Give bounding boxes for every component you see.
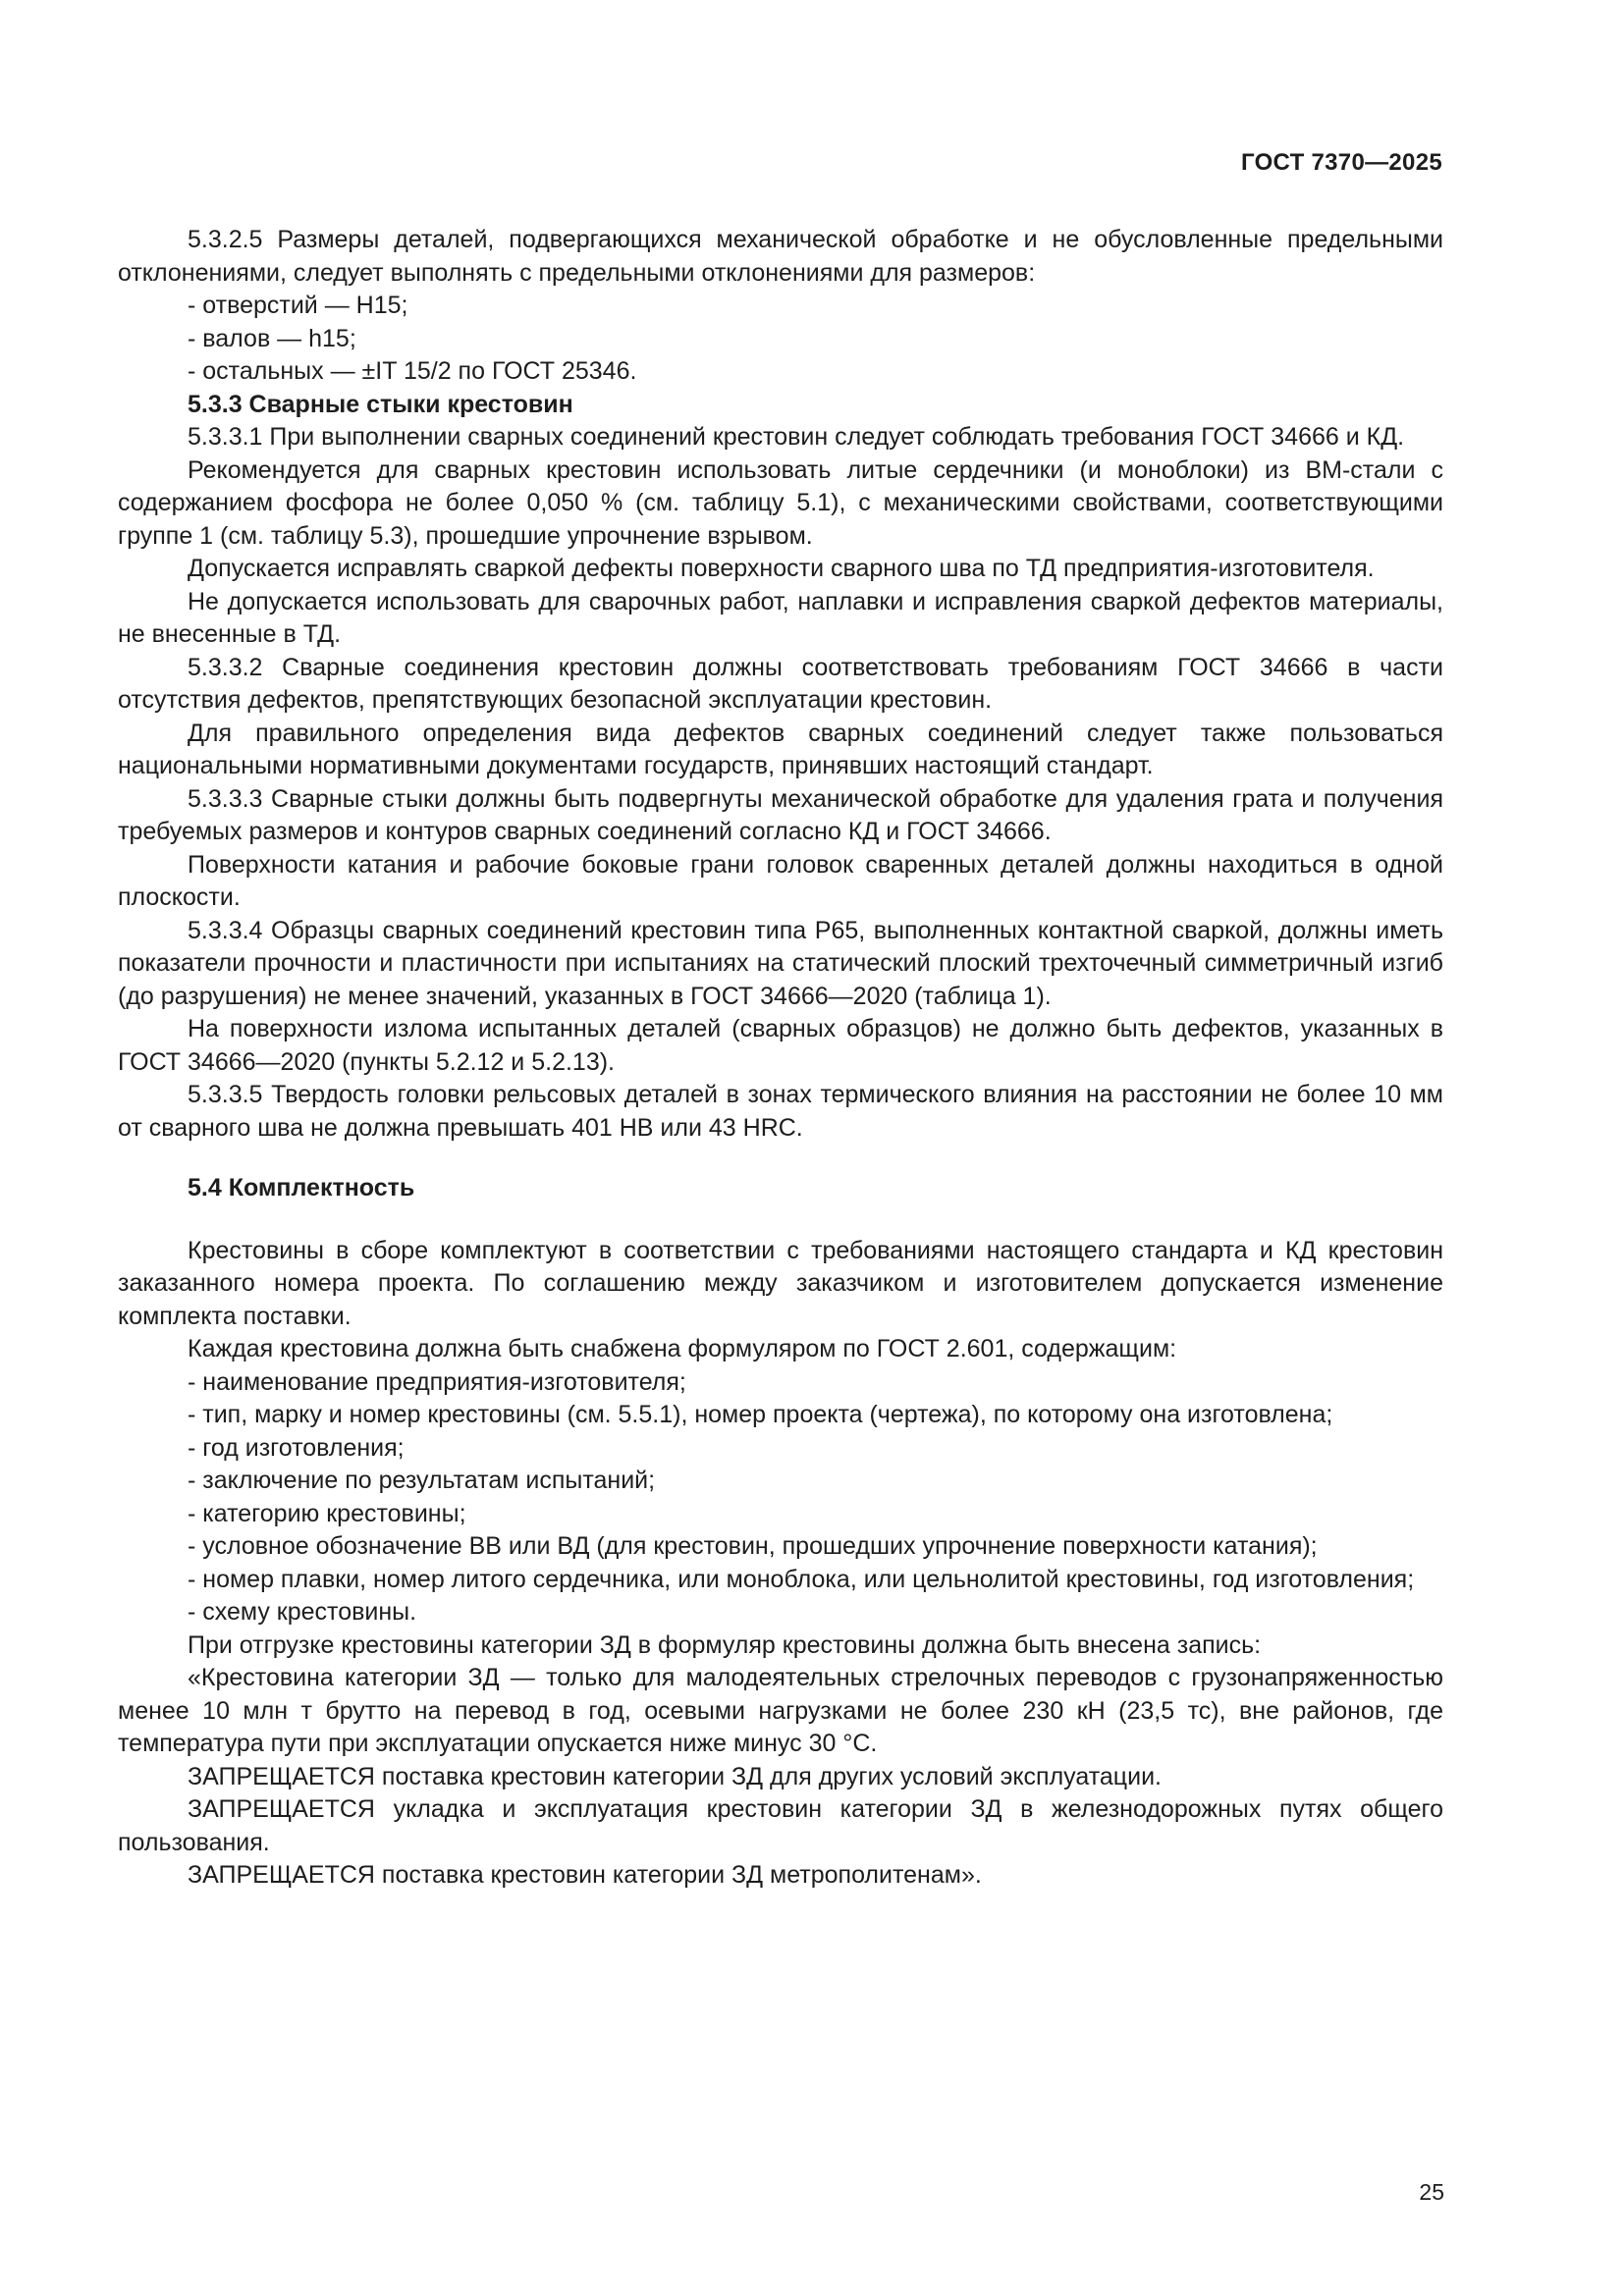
paragraph: Для правильного определения вида дефектов сварных соединений следует также пользоваться национальными нормативными документами государств, принявших настоящий стандарт. (118, 719, 1443, 779)
paragraph: При отгрузке крестовины категории ЗД в формуляр крестовины должна быть внесена запись: (188, 1630, 1262, 1659)
paragraph: Рекомендуется для сварных крестовин использовать литые сердечники (и моноблоки) из ВМ-стали с содержанием фосфора не более 0,050 % (см. таблицу 5.1), с механическими свойствами, соответствующими группе 1 (см. таблицу 5.3), прошедшие упрочнение взрывом. (118, 455, 1443, 550)
page-number: 25 (1419, 2179, 1444, 2205)
document-body (118, 224, 1443, 1893)
paragraph: Поверхности катания и рабочие боковые грани головок сваренных деталей должны находиться в одной плоскости. (118, 850, 1443, 911)
paragraph: Допускается исправлять сваркой дефекты поверхности сварного шва по ТД предприятия-изготовителя. (188, 555, 1375, 582)
paragraph-5-3-2-5: 5.3.2.5 Размеры деталей, подвергающихся механической обработке и не обусловленные предельными отклонениями, следует выполнять с предельными отклонениями для размеров: (118, 226, 1443, 287)
quoted-record: «Крестовина категории ЗД — только для малодеятельных стрелочных переводов с грузонапряженностью менее 10 млн т брутто на перевод в год, осевыми нагрузками не более 230 кН (23,5 тс), вне районов, где температура пути при эксплуатации опускается ниже минус 30 °С. (118, 1664, 1443, 1757)
paragraph: Каждая крестовина должна быть снабжена формуляром по ГОСТ 2.601, содержащим: (188, 1335, 1177, 1362)
document-header: ГОСТ 7370—2025 (1240, 149, 1442, 176)
list-item: - тип, марку и номер крестовины (см. 5.5.1), номер проекта (чертежа), по которому она изготовлена; (188, 1401, 1333, 1428)
list-item: - заключение по результатам испытаний; (188, 1467, 656, 1494)
section-heading-5-4: 5.4 Комплектность (188, 1174, 415, 1201)
list-item: - остальных — ±IT 15/2 по ГОСТ 25346. (188, 357, 637, 385)
paragraph: Крестовины в сборе комплектуют в соответствии с требованиями настоящего стандарта и КД крестовин заказанного номера проекта. По соглашению между заказчиком и изготовителем допускается изменение комплекта поставки. (118, 1236, 1443, 1330)
section-heading-5-3-3: 5.3.3 Сварные стыки крестовин (188, 390, 573, 418)
prohibition-paragraph: ЗАПРЕЩАЕТСЯ поставка крестовин категории ЗД для других условий эксплуатации. (188, 1762, 1163, 1790)
list-item: - отверстий — Н15; (188, 292, 408, 319)
list-item: - номер плавки, номер литого сердечника, или моноблока, или цельнолитой крестовины, год изготовления; (188, 1565, 1415, 1593)
paragraph-5-3-3-5: 5.3.3.5 Твердость головки рельсовых деталей в зонах термического влияния на расстоянии не более 10 мм от сварного шва не должна превышать 401 НВ или 43 HRC. (118, 1081, 1443, 1142)
list-item: - наименование предприятия-изготовителя; (188, 1367, 686, 1396)
paragraph-5-3-3-4: 5.3.3.4 Образцы сварных соединений крестовин типа Р65, выполненных контактной сваркой, должны иметь показатели прочности и пластичности при испытаниях на статический плоский трехточечный симметричный изгиб (до разрушения) не менее значений, указанных в ГОСТ 34666—2020 (таблица 1). (118, 916, 1443, 1010)
list-item: - условное обозначение ВВ или ВД (для крестовин, прошедших упрочнение поверхности катания); (188, 1532, 1318, 1560)
list-item: - год изготовления; (188, 1433, 405, 1462)
prohibition-paragraph: ЗАПРЕЩАЕТСЯ поставка крестовин категории ЗД метрополитенам». (188, 1861, 982, 1889)
paragraph-5-3-3-1: 5.3.3.1 При выполнении сварных соединений крестовин следует соблюдать требования ГОСТ 34666 и КД. (188, 423, 1405, 451)
paragraph-5-3-3-3: 5.3.3.3 Сварные стыки должны быть подвергнуты механической обработке для удаления грата и получения требуемых размеров и контуров сварных соединений согласно КД и ГОСТ 34666. (118, 784, 1443, 845)
list-item: - схему крестовины. (188, 1598, 417, 1626)
prohibition-paragraph: ЗАПРЕЩАЕТСЯ укладка и эксплуатация крестовин категории ЗД в железнодорожных путях общего пользования. (118, 1795, 1443, 1856)
paragraph-5-3-3-2: 5.3.3.2 Сварные соединения крестовин должны соответствовать требованиям ГОСТ 34666 в части отсутствия дефектов, препятствующих безопасной эксплуатации крестовин. (118, 653, 1443, 714)
list-item: - валов — h15; (188, 324, 356, 352)
paragraph: На поверхности излома испытанных деталей (сварных образцов) не должно быть дефектов, указанных в ГОСТ 34666—2020 (пункты 5.2.12 и 5.2.13). (118, 1015, 1443, 1076)
list-item: - категорию крестовины; (188, 1499, 466, 1527)
paragraph: Не допускается использовать для сварочных работ, наплавки и исправления сваркой дефектов материалы, не внесенные в ТД. (118, 587, 1443, 648)
